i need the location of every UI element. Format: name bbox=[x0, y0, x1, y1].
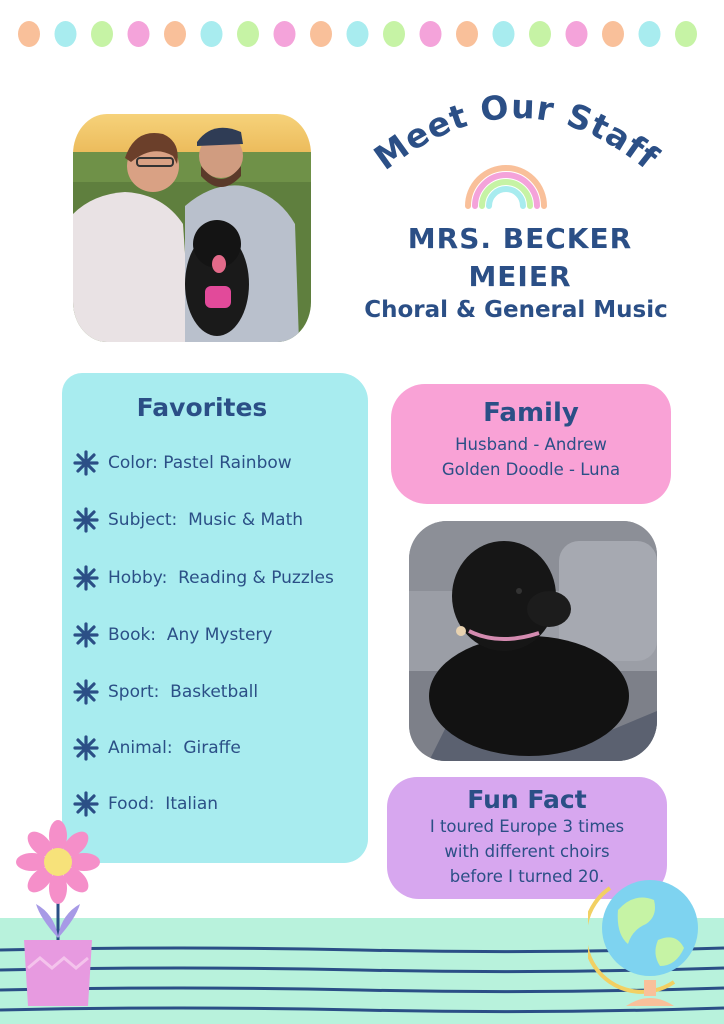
favorite-item bbox=[72, 789, 218, 819]
family-title: Family bbox=[483, 398, 579, 428]
asterisk-bullet-icon bbox=[72, 790, 100, 818]
decorative-dot bbox=[55, 21, 77, 47]
decorative-dot bbox=[237, 21, 259, 47]
favorite-item-text: Sport: Basketball bbox=[108, 682, 259, 702]
decorative-dot bbox=[566, 21, 588, 47]
decorative-dot bbox=[529, 21, 551, 47]
favorite-item bbox=[72, 448, 292, 478]
decorative-dot bbox=[91, 21, 113, 47]
favorite-item bbox=[72, 677, 258, 707]
staff-name-line1: MRS. BECKER bbox=[407, 222, 633, 255]
favorite-item-text: Subject: Music & Math bbox=[108, 510, 304, 530]
flower-pot-icon bbox=[10, 818, 106, 1010]
asterisk-bullet-icon bbox=[72, 734, 100, 762]
favorite-item bbox=[72, 505, 303, 535]
rainbow-icon bbox=[468, 168, 544, 206]
decorative-dot bbox=[274, 21, 296, 47]
decorative-dot bbox=[18, 21, 40, 47]
favorite-item-text: Hobby: Reading & Puzzles bbox=[108, 568, 334, 588]
asterisk-bullet-icon bbox=[72, 449, 100, 477]
fun-fact-line: I toured Europe 3 times bbox=[429, 817, 625, 836]
title-block bbox=[340, 92, 700, 332]
favorite-item bbox=[72, 733, 241, 763]
family-line: Golden Doodle - Luna bbox=[441, 460, 621, 479]
dog-photo bbox=[409, 521, 657, 761]
staff-name-line2: MEIER bbox=[468, 260, 572, 293]
fun-fact-title: Fun Fact bbox=[467, 785, 587, 814]
decorative-dot bbox=[456, 21, 478, 47]
asterisk-bullet-icon bbox=[72, 564, 100, 592]
fun-fact-line: with different choirs bbox=[444, 842, 610, 861]
asterisk-bullet-icon bbox=[72, 506, 100, 534]
globe-icon bbox=[588, 870, 706, 1014]
favorite-item bbox=[72, 563, 334, 593]
favorite-item bbox=[72, 620, 272, 650]
favorite-item-text: Animal: Giraffe bbox=[108, 738, 241, 758]
favorite-item-text: Food: Italian bbox=[108, 794, 219, 814]
family-card bbox=[391, 384, 671, 504]
favorite-item-text: Book: Any Mystery bbox=[108, 625, 273, 645]
decorative-dot bbox=[347, 21, 369, 47]
decorative-dot bbox=[639, 21, 661, 47]
decorative-dot bbox=[128, 21, 150, 47]
staff-role: Choral & General Music bbox=[364, 297, 668, 323]
decorative-dot bbox=[164, 21, 186, 47]
decorative-dot bbox=[310, 21, 332, 47]
asterisk-bullet-icon bbox=[72, 678, 100, 706]
decorative-dot bbox=[420, 21, 442, 47]
couple-photo bbox=[73, 114, 311, 342]
decorative-dot bbox=[675, 21, 697, 47]
decorative-dot bbox=[602, 21, 624, 47]
page-title: Meet Our Staff bbox=[366, 92, 667, 178]
fun-fact-line: before I turned 20. bbox=[449, 867, 605, 886]
decorative-dot bbox=[493, 21, 515, 47]
decorative-dot bbox=[383, 21, 405, 47]
decorative-dot bbox=[201, 21, 223, 47]
favorite-item-text: Color: Pastel Rainbow bbox=[108, 453, 292, 473]
family-line: Husband - Andrew bbox=[455, 435, 607, 454]
decorative-dots-row bbox=[0, 18, 724, 50]
favorites-title: Favorites bbox=[136, 393, 268, 422]
asterisk-bullet-icon bbox=[72, 621, 100, 649]
